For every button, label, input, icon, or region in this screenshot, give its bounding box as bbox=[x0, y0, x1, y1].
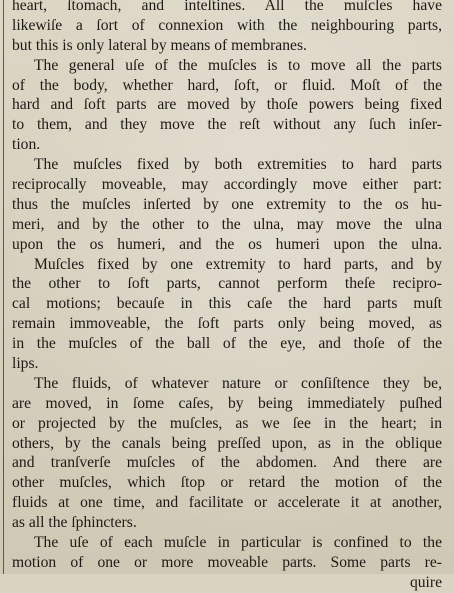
text-line: to them, and they move the reſt without any ſuch inſer- bbox=[12, 116, 442, 134]
text-line: meri, and by the other to the ulna, may move the ulna bbox=[12, 215, 442, 233]
paragraph-first-line: The muſcles fixed by both extremities to hard parts bbox=[34, 156, 442, 174]
text-line: the other to ſoft parts, cannot perform theſe recipro- bbox=[12, 275, 442, 293]
text-line: remain immoveable, the ſoft parts only being moved, as bbox=[12, 315, 442, 333]
text-line: other muſcles, which ſtop or retard the motion of the bbox=[12, 474, 442, 492]
text-line: thus the muſcles inſerted by one extremity to the os hu- bbox=[12, 195, 442, 213]
text-line: are moved, in ſome caſes, by being immediately puſhed bbox=[12, 394, 442, 412]
text-line: likewiſe a ſort of connexion with the neighbouring parts, bbox=[12, 16, 442, 34]
text-line: hard and ſoft parts are moved by thoſe powers being fixed bbox=[12, 96, 442, 114]
catchword: quire bbox=[409, 573, 442, 591]
text-line: upon the os humeri, and the os humeri upon the ulna. bbox=[12, 235, 442, 253]
text-line: tion. bbox=[12, 136, 41, 154]
paragraph-first-line: The uſe of each muſcle in particular is confined to the bbox=[34, 534, 442, 552]
text-line: others, by the canals being preſſed upon, as in the oblique bbox=[12, 434, 442, 452]
paragraph-first-line: The general uſe of the muſcles is to move all the parts bbox=[34, 56, 442, 74]
text-line: cal motions; becauſe in this caſe the hard parts muſt bbox=[12, 295, 442, 313]
margin-rule bbox=[3, 0, 4, 574]
text-line: lips. bbox=[12, 355, 39, 373]
text-line: and tranſverſe muſcles of the abdomen. And there are bbox=[12, 454, 442, 472]
text-line: or projected by the muſcles, as we ſee in the heart; in bbox=[12, 414, 442, 432]
text-line: fluids at one time, and facilitate or accelerate it at another, bbox=[12, 494, 442, 512]
text-block bbox=[12, 0, 442, 593]
text-line: motion of one or more moveable parts. Some parts re- bbox=[12, 553, 442, 571]
paragraph-first-line: The fluids, of whatever nature or conſiſtence they be, bbox=[34, 374, 442, 392]
paragraph-first-line: Muſcles fixed by one extremity to hard parts, and by bbox=[34, 255, 442, 273]
text-line: as all the ſphincters. bbox=[12, 514, 137, 532]
text-line: of the body, whether hard, ſoft, or fluid. Moſt of the bbox=[12, 76, 442, 94]
text-line: but this is only lateral by means of membranes. bbox=[12, 36, 307, 54]
text-line: in the muſcles of the ball of the eye, and thoſe of the bbox=[12, 335, 442, 353]
text-line: heart, ſtomach, and inteſtines. All the muſcles have bbox=[12, 0, 442, 14]
text-line: reciprocally moveable, may accordingly move either part: bbox=[12, 176, 442, 194]
